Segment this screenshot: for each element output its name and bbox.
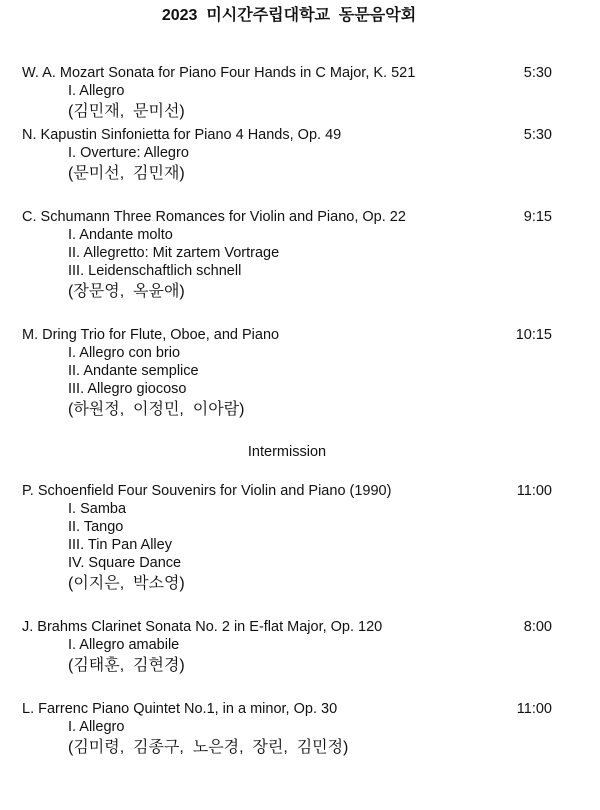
movement-list: [22, 82, 552, 100]
program-entry: [22, 700, 552, 760]
work-time: 5:30: [523, 127, 552, 143]
work-title: M. Dring Trio for Flute, Oboe, and Piano: [22, 327, 280, 343]
movement: I. Samba: [68, 501, 127, 517]
performers: (김태훈, 김현경): [68, 657, 185, 674]
movement-list: [22, 636, 552, 654]
movement-list: [22, 718, 552, 736]
work-title: C. Schumann Three Romances for Violin and Piano, Op. 22: [22, 209, 406, 225]
program-entry: [22, 126, 552, 186]
movement: II. Tango: [68, 519, 124, 535]
work-title: J. Brahms Clarinet Sonata No. 2 in E-flat Major, Op. 120: [22, 619, 383, 635]
performers: (김미령, 김종구, 노은경, 장린, 김민정): [68, 739, 349, 756]
movement: I. Allegro: [68, 719, 125, 735]
program-entry-head: [22, 700, 552, 718]
performers: (문미선, 김민재): [68, 165, 185, 182]
program-entry: [22, 618, 552, 678]
movement: III. Leidenschaftlich schnell: [68, 263, 242, 279]
work-time: 10:15: [515, 327, 552, 343]
program-entry-head: [22, 326, 552, 344]
work-time: 11:00: [516, 483, 552, 499]
movement: III. Allegro giocoso: [68, 381, 187, 397]
performers: (김민재, 문미선): [68, 103, 185, 120]
intermission-label: Intermission: [247, 444, 327, 460]
program-second-half: [22, 482, 552, 760]
movement: I. Allegro: [68, 83, 125, 99]
work-time: 9:15: [523, 209, 552, 225]
movement: IV. Square Dance: [68, 555, 182, 571]
movement-list: [22, 144, 552, 162]
program-entry-head: [22, 618, 552, 636]
work-title: L. Farrenc Piano Quintet No.1, in a minor, Op. 30: [22, 701, 338, 717]
movement: I. Andante molto: [68, 227, 173, 243]
movement: III. Tin Pan Alley: [68, 537, 172, 553]
performers: (장문영, 옥윤애): [68, 283, 185, 300]
movement-list: [22, 226, 552, 280]
performers: (하원정, 이정민, 이아람): [68, 401, 245, 418]
page-title: 2023 미시간주립대학교 동문음악회: [161, 7, 417, 24]
program-entry-head: [22, 482, 552, 500]
movement: I. Overture: Allegro: [68, 145, 189, 161]
movement: I. Allegro amabile: [68, 637, 180, 653]
movement-list: [22, 344, 552, 398]
work-time: 5:30: [523, 65, 552, 81]
movement: II. Andante semplice: [68, 363, 199, 379]
work-title: P. Schoenfield Four Souvenirs for Violin and Piano (1990): [22, 483, 392, 499]
performers: (이지은, 박소영): [68, 575, 185, 592]
movement: I. Allegro con brio: [68, 345, 181, 361]
work-time: 8:00: [523, 619, 552, 635]
movement-list: [22, 500, 552, 572]
work-title: W. A. Mozart Sonata for Piano Four Hands in C Major, K. 521: [22, 65, 416, 81]
program-first-half: [22, 64, 552, 422]
program-entry: [22, 326, 552, 422]
work-time: 11:00: [516, 701, 552, 717]
work-title: N. Kapustin Sinfonietta for Piano 4 Hands, Op. 49: [22, 127, 342, 143]
movement: II. Allegretto: Mit zartem Vortrage: [68, 245, 280, 261]
program-entry-head: [22, 64, 552, 82]
program-entry-head: [22, 208, 552, 226]
program-entry: [22, 482, 552, 596]
program-entry: [22, 64, 552, 124]
program-entry: [22, 208, 552, 304]
program-entry-head: [22, 126, 552, 144]
